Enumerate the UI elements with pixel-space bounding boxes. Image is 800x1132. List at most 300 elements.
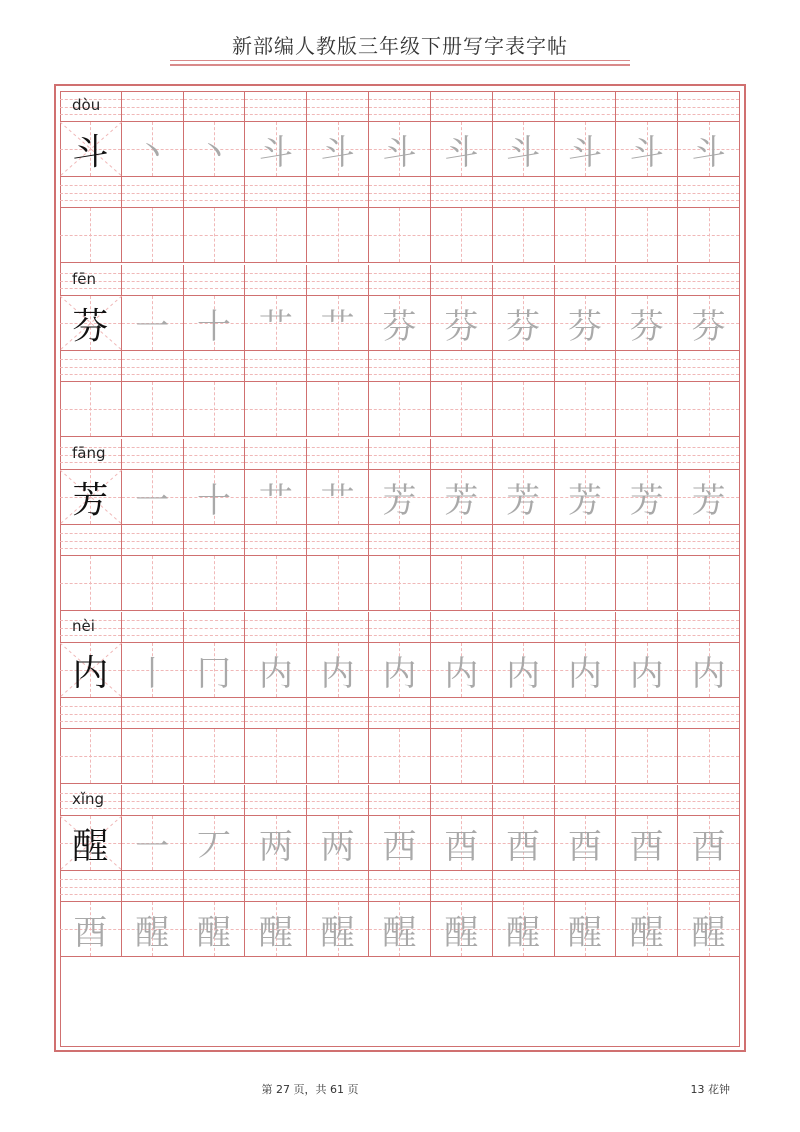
spacer-guide-line — [245, 359, 306, 360]
pinyin-guide-line — [307, 447, 368, 448]
pinyin-label: nèi — [72, 617, 95, 635]
practice-cell — [369, 208, 431, 262]
spacer-cell — [678, 525, 740, 555]
trace-character — [555, 382, 616, 436]
spacer-guide-line — [493, 367, 554, 368]
spacer-row — [60, 525, 740, 555]
trace-character — [122, 556, 183, 610]
pinyin-cell — [493, 91, 555, 121]
spacer-guide-line — [60, 541, 121, 542]
pinyin-guide-line — [616, 114, 677, 115]
title-underline-thick — [170, 64, 630, 66]
pinyin-guide-line — [122, 281, 183, 282]
trace-character — [616, 556, 677, 610]
pinyin-guide-line — [245, 808, 306, 809]
spacer-cell — [245, 177, 307, 207]
pinyin-cell — [493, 265, 555, 295]
pinyin-cell — [184, 785, 246, 815]
practice-cell — [431, 556, 493, 610]
trace-character: 艹 — [258, 480, 293, 521]
pinyin-guide-line — [122, 620, 183, 621]
pinyin-guide-line — [184, 99, 245, 100]
practice-cell — [555, 556, 617, 610]
pinyin-guide-line — [678, 620, 739, 621]
spacer-guide-line — [678, 541, 739, 542]
pinyin-cell — [369, 91, 431, 121]
spacer-guide-line — [60, 714, 121, 715]
spacer-guide-line — [184, 200, 245, 201]
pinyin-guide-line — [555, 273, 616, 274]
spacer-cell — [493, 177, 555, 207]
pinyin-guide-line — [493, 281, 554, 282]
spacer-guide-line — [369, 359, 430, 360]
pinyin-guide-line — [245, 114, 306, 115]
pinyin-guide-line — [616, 447, 677, 448]
pinyin-guide-line — [616, 628, 677, 629]
practice-cell — [678, 729, 740, 783]
pinyin-cell — [184, 439, 246, 469]
practice-cell — [431, 816, 493, 870]
pinyin-guide-line — [184, 288, 245, 289]
spacer-cell — [122, 177, 184, 207]
practice-cell — [431, 643, 493, 697]
spacer-cell — [616, 525, 678, 555]
practice-cell — [678, 382, 740, 436]
pinyin-guide-line — [307, 273, 368, 274]
pinyin-guide-line — [122, 628, 183, 629]
pinyin-guide-line — [369, 628, 430, 629]
spacer-guide-line — [184, 721, 245, 722]
trace-character — [493, 382, 554, 436]
pinyin-guide-line — [307, 793, 368, 794]
pinyin-guide-line — [307, 808, 368, 809]
spacer-cell — [431, 698, 493, 728]
practice-cell — [369, 816, 431, 870]
practice-cell — [431, 208, 493, 262]
pinyin-guide-line — [555, 281, 616, 282]
pinyin-guide-line — [493, 99, 554, 100]
pinyin-cell — [555, 91, 617, 121]
spacer-guide-line — [184, 887, 245, 888]
trace-character: 芬 — [691, 306, 726, 347]
pinyin-guide-line — [555, 793, 616, 794]
spacer-guide-line — [616, 894, 677, 895]
model-cell — [60, 122, 122, 176]
spacer-cell — [245, 351, 307, 381]
pinyin-guide-line — [616, 281, 677, 282]
practice-cell — [307, 556, 369, 610]
spacer-guide-line — [616, 879, 677, 880]
practice-cell — [616, 208, 678, 262]
pinyin-guide-line — [493, 462, 554, 463]
practice-cell — [555, 208, 617, 262]
pinyin-guide-line — [493, 801, 554, 802]
spacer-guide-line — [184, 714, 245, 715]
pinyin-guide-line — [307, 462, 368, 463]
trace-character: 酉 — [691, 826, 726, 867]
pinyin-guide-line — [369, 635, 430, 636]
spacer-guide-line — [493, 541, 554, 542]
practice-cell — [493, 556, 555, 610]
trace-character: 酉 — [73, 912, 108, 953]
practice-cell — [245, 816, 307, 870]
trace-character: 芳 — [691, 480, 726, 521]
practice-cell — [555, 816, 617, 870]
trace-character — [60, 382, 121, 436]
practice-cell — [122, 902, 184, 956]
pinyin-guide-line — [60, 462, 121, 463]
pinyin-cell — [60, 785, 122, 815]
spacer-guide-line — [431, 533, 492, 534]
pinyin-guide-line — [245, 793, 306, 794]
spacer-cell — [60, 177, 122, 207]
pinyin-guide-line — [431, 114, 492, 115]
trace-character: 斗 — [258, 132, 293, 173]
pinyin-guide-line — [184, 455, 245, 456]
spacer-guide-line — [369, 894, 430, 895]
trace-character: 冂 — [197, 653, 232, 694]
pinyin-cell — [60, 265, 122, 295]
spacer-row — [60, 177, 740, 207]
spacer-cell — [184, 698, 246, 728]
pinyin-cell — [369, 439, 431, 469]
spacer-guide-line — [493, 374, 554, 375]
trace-character: 内 — [320, 653, 355, 694]
practice-cell — [307, 902, 369, 956]
practice-cell — [678, 296, 740, 350]
practice-cell — [369, 470, 431, 524]
practice-cell — [307, 816, 369, 870]
pinyin-guide-line — [616, 455, 677, 456]
pinyin-guide-line — [431, 455, 492, 456]
spacer-guide-line — [678, 706, 739, 707]
pinyin-cell — [555, 785, 617, 815]
trace-character: 醒 — [197, 912, 232, 953]
spacer-cell — [122, 351, 184, 381]
trace-character: 芬 — [382, 306, 417, 347]
pinyin-guide-line — [60, 114, 121, 115]
pinyin-guide-line — [616, 288, 677, 289]
pinyin-cell — [493, 439, 555, 469]
spacer-guide-line — [555, 193, 616, 194]
pinyin-guide-line — [678, 635, 739, 636]
pinyin-guide-line — [616, 620, 677, 621]
trace-character: 两 — [320, 826, 355, 867]
spacer-guide-line — [122, 879, 183, 880]
trace-character: 醒 — [567, 912, 602, 953]
spacer-guide-line — [307, 359, 368, 360]
practice-row — [60, 642, 740, 698]
pinyin-guide-line — [493, 447, 554, 448]
practice-row — [60, 728, 740, 784]
spacer-guide-line — [60, 879, 121, 880]
practice-row — [60, 207, 740, 263]
trace-character — [431, 208, 492, 262]
spacer-guide-line — [307, 706, 368, 707]
practice-cell — [245, 296, 307, 350]
spacer-cell — [369, 698, 431, 728]
spacer-guide-line — [60, 721, 121, 722]
pinyin-guide-line — [493, 793, 554, 794]
pinyin-guide-line — [184, 628, 245, 629]
spacer-guide-line — [678, 200, 739, 201]
spacer-cell — [369, 351, 431, 381]
pinyin-guide-line — [555, 620, 616, 621]
spacer-cell — [431, 351, 493, 381]
spacer-guide-line — [678, 374, 739, 375]
practice-cell — [60, 208, 122, 262]
spacer-guide-line — [431, 887, 492, 888]
pinyin-guide-line — [555, 107, 616, 108]
practice-cell — [493, 382, 555, 436]
practice-cell — [184, 470, 246, 524]
trace-character: 芳 — [567, 480, 602, 521]
practice-cell — [122, 208, 184, 262]
practice-cell — [184, 556, 246, 610]
pinyin-guide-line — [307, 99, 368, 100]
trace-character — [493, 556, 554, 610]
trace-character: 斗 — [320, 132, 355, 173]
trace-character: 两 — [258, 826, 293, 867]
pinyin-cell — [616, 612, 678, 642]
pinyin-cell — [245, 612, 307, 642]
spacer-cell — [369, 871, 431, 901]
practice-cell — [184, 208, 246, 262]
spacer-guide-line — [184, 548, 245, 549]
spacer-guide-line — [678, 359, 739, 360]
trace-character: 内 — [382, 653, 417, 694]
spacer-cell — [60, 698, 122, 728]
pinyin-guide-line — [245, 455, 306, 456]
trace-character: 酉 — [506, 826, 541, 867]
spacer-guide-line — [369, 721, 430, 722]
pinyin-guide-line — [369, 801, 430, 802]
pinyin-guide-line — [369, 462, 430, 463]
spacer-guide-line — [431, 721, 492, 722]
trace-character — [431, 729, 492, 783]
pinyin-cell — [555, 265, 617, 295]
model-cell — [60, 816, 122, 870]
spacer-guide-line — [307, 541, 368, 542]
spacer-cell — [122, 871, 184, 901]
trace-character: 十 — [197, 480, 232, 521]
pinyin-guide-line — [431, 288, 492, 289]
practice-cell — [369, 902, 431, 956]
trace-character — [60, 556, 121, 610]
spacer-guide-line — [122, 714, 183, 715]
trace-character: 一 — [135, 826, 170, 867]
pinyin-cell — [307, 612, 369, 642]
practice-cell — [678, 122, 740, 176]
spacer-guide-line — [678, 548, 739, 549]
pinyin-guide-line — [431, 107, 492, 108]
pinyin-guide-line — [307, 281, 368, 282]
trace-character: 芬 — [629, 306, 664, 347]
pinyin-cell — [369, 612, 431, 642]
spacer-guide-line — [307, 721, 368, 722]
pinyin-guide-line — [60, 808, 121, 809]
spacer-guide-line — [245, 706, 306, 707]
spacer-guide-line — [616, 541, 677, 542]
spacer-guide-line — [369, 193, 430, 194]
practice-cell — [493, 470, 555, 524]
spacer-guide-line — [678, 367, 739, 368]
practice-cell — [369, 729, 431, 783]
practice-cell — [616, 816, 678, 870]
trace-character — [60, 729, 121, 783]
pinyin-guide-line — [493, 628, 554, 629]
practice-cell — [184, 296, 246, 350]
spacer-guide-line — [555, 200, 616, 201]
trace-character — [245, 382, 306, 436]
practice-cell — [431, 470, 493, 524]
pinyin-guide-line — [678, 628, 739, 629]
trace-character: 丨 — [135, 653, 170, 694]
spacer-cell — [307, 871, 369, 901]
trace-character — [245, 208, 306, 262]
spacer-guide-line — [60, 706, 121, 707]
trace-character — [678, 729, 739, 783]
spacer-guide-line — [60, 374, 121, 375]
trace-character — [307, 208, 368, 262]
spacer-guide-line — [678, 185, 739, 186]
pinyin-guide-line — [369, 107, 430, 108]
practice-cell — [184, 122, 246, 176]
trace-character: 芳 — [444, 480, 479, 521]
pinyin-cell — [678, 785, 740, 815]
spacer-guide-line — [60, 548, 121, 549]
pinyin-guide-line — [307, 114, 368, 115]
trace-character — [555, 556, 616, 610]
trace-character: 醒 — [506, 912, 541, 953]
spacer-guide-line — [122, 185, 183, 186]
trace-character — [184, 382, 245, 436]
spacer-guide-line — [60, 887, 121, 888]
trace-character: 斗 — [444, 132, 479, 173]
practice-cell — [493, 208, 555, 262]
spacer-guide-line — [369, 200, 430, 201]
spacer-guide-line — [307, 887, 368, 888]
pinyin-guide-line — [122, 455, 183, 456]
trace-character: 内 — [629, 653, 664, 694]
spacer-guide-line — [245, 894, 306, 895]
pinyin-guide-line — [184, 107, 245, 108]
spacer-guide-line — [493, 548, 554, 549]
pinyin-guide-line — [616, 801, 677, 802]
spacer-guide-line — [431, 879, 492, 880]
spacer-guide-line — [122, 200, 183, 201]
practice-cell — [555, 470, 617, 524]
pinyin-guide-line — [245, 620, 306, 621]
spacer-guide-line — [184, 367, 245, 368]
spacer-guide-line — [60, 200, 121, 201]
spacer-guide-line — [369, 185, 430, 186]
practice-cell — [122, 816, 184, 870]
spacer-cell — [493, 698, 555, 728]
spacer-guide-line — [616, 367, 677, 368]
spacer-guide-line — [555, 879, 616, 880]
practice-cell — [431, 382, 493, 436]
practice-cell — [678, 470, 740, 524]
practice-cell — [307, 470, 369, 524]
pinyin-guide-line — [184, 281, 245, 282]
spacer-guide-line — [431, 894, 492, 895]
pinyin-guide-line — [678, 281, 739, 282]
trace-character: 内 — [506, 653, 541, 694]
pinyin-cell — [245, 265, 307, 295]
spacer-guide-line — [184, 879, 245, 880]
spacer-guide-line — [245, 193, 306, 194]
spacer-guide-line — [307, 193, 368, 194]
spacer-row — [60, 698, 740, 728]
practice-cell — [555, 296, 617, 350]
pinyin-cell — [122, 265, 184, 295]
trace-character: 丆 — [197, 826, 232, 867]
pinyin-cell — [60, 612, 122, 642]
spacer-guide-line — [616, 185, 677, 186]
spacer-guide-line — [493, 185, 554, 186]
pinyin-guide-line — [369, 273, 430, 274]
practice-cell — [245, 902, 307, 956]
trace-character — [369, 556, 430, 610]
practice-cell — [678, 208, 740, 262]
pinyin-cell — [616, 785, 678, 815]
practice-cell — [616, 470, 678, 524]
pinyin-guide-line — [122, 801, 183, 802]
page-title: 新部编人教版三年级下册写字表字帖 — [232, 34, 568, 58]
pinyin-guide-line — [678, 99, 739, 100]
spacer-guide-line — [555, 541, 616, 542]
trace-character: 芳 — [629, 480, 664, 521]
spacer-guide-line — [431, 200, 492, 201]
spacer-cell — [678, 871, 740, 901]
practice-cell — [555, 382, 617, 436]
pinyin-cell — [307, 265, 369, 295]
practice-cell — [493, 816, 555, 870]
practice-cell — [431, 729, 493, 783]
pinyin-guide-line — [555, 288, 616, 289]
pinyin-guide-line — [122, 99, 183, 100]
spacer-cell — [122, 698, 184, 728]
spacer-guide-line — [60, 193, 121, 194]
spacer-guide-line — [431, 706, 492, 707]
spacer-guide-line — [184, 706, 245, 707]
spacer-guide-line — [307, 374, 368, 375]
pinyin-guide-line — [431, 801, 492, 802]
pinyin-guide-line — [369, 793, 430, 794]
pinyin-guide-line — [431, 462, 492, 463]
pinyin-guide-line — [122, 107, 183, 108]
pinyin-guide-line — [60, 288, 121, 289]
pinyin-guide-line — [493, 455, 554, 456]
trace-character: 艹 — [258, 306, 293, 347]
pinyin-cell — [122, 612, 184, 642]
pinyin-guide-line — [555, 99, 616, 100]
spacer-guide-line — [616, 887, 677, 888]
spacer-guide-line — [307, 200, 368, 201]
practice-cell — [184, 902, 246, 956]
practice-row — [60, 901, 740, 957]
practice-cell — [307, 382, 369, 436]
spacer-guide-line — [493, 894, 554, 895]
pinyin-label: dòu — [72, 96, 101, 114]
pinyin-guide-line — [431, 793, 492, 794]
practice-cell — [184, 729, 246, 783]
spacer-guide-line — [616, 706, 677, 707]
spacer-cell — [245, 698, 307, 728]
trace-character: 芳 — [382, 480, 417, 521]
model-cell — [60, 296, 122, 350]
